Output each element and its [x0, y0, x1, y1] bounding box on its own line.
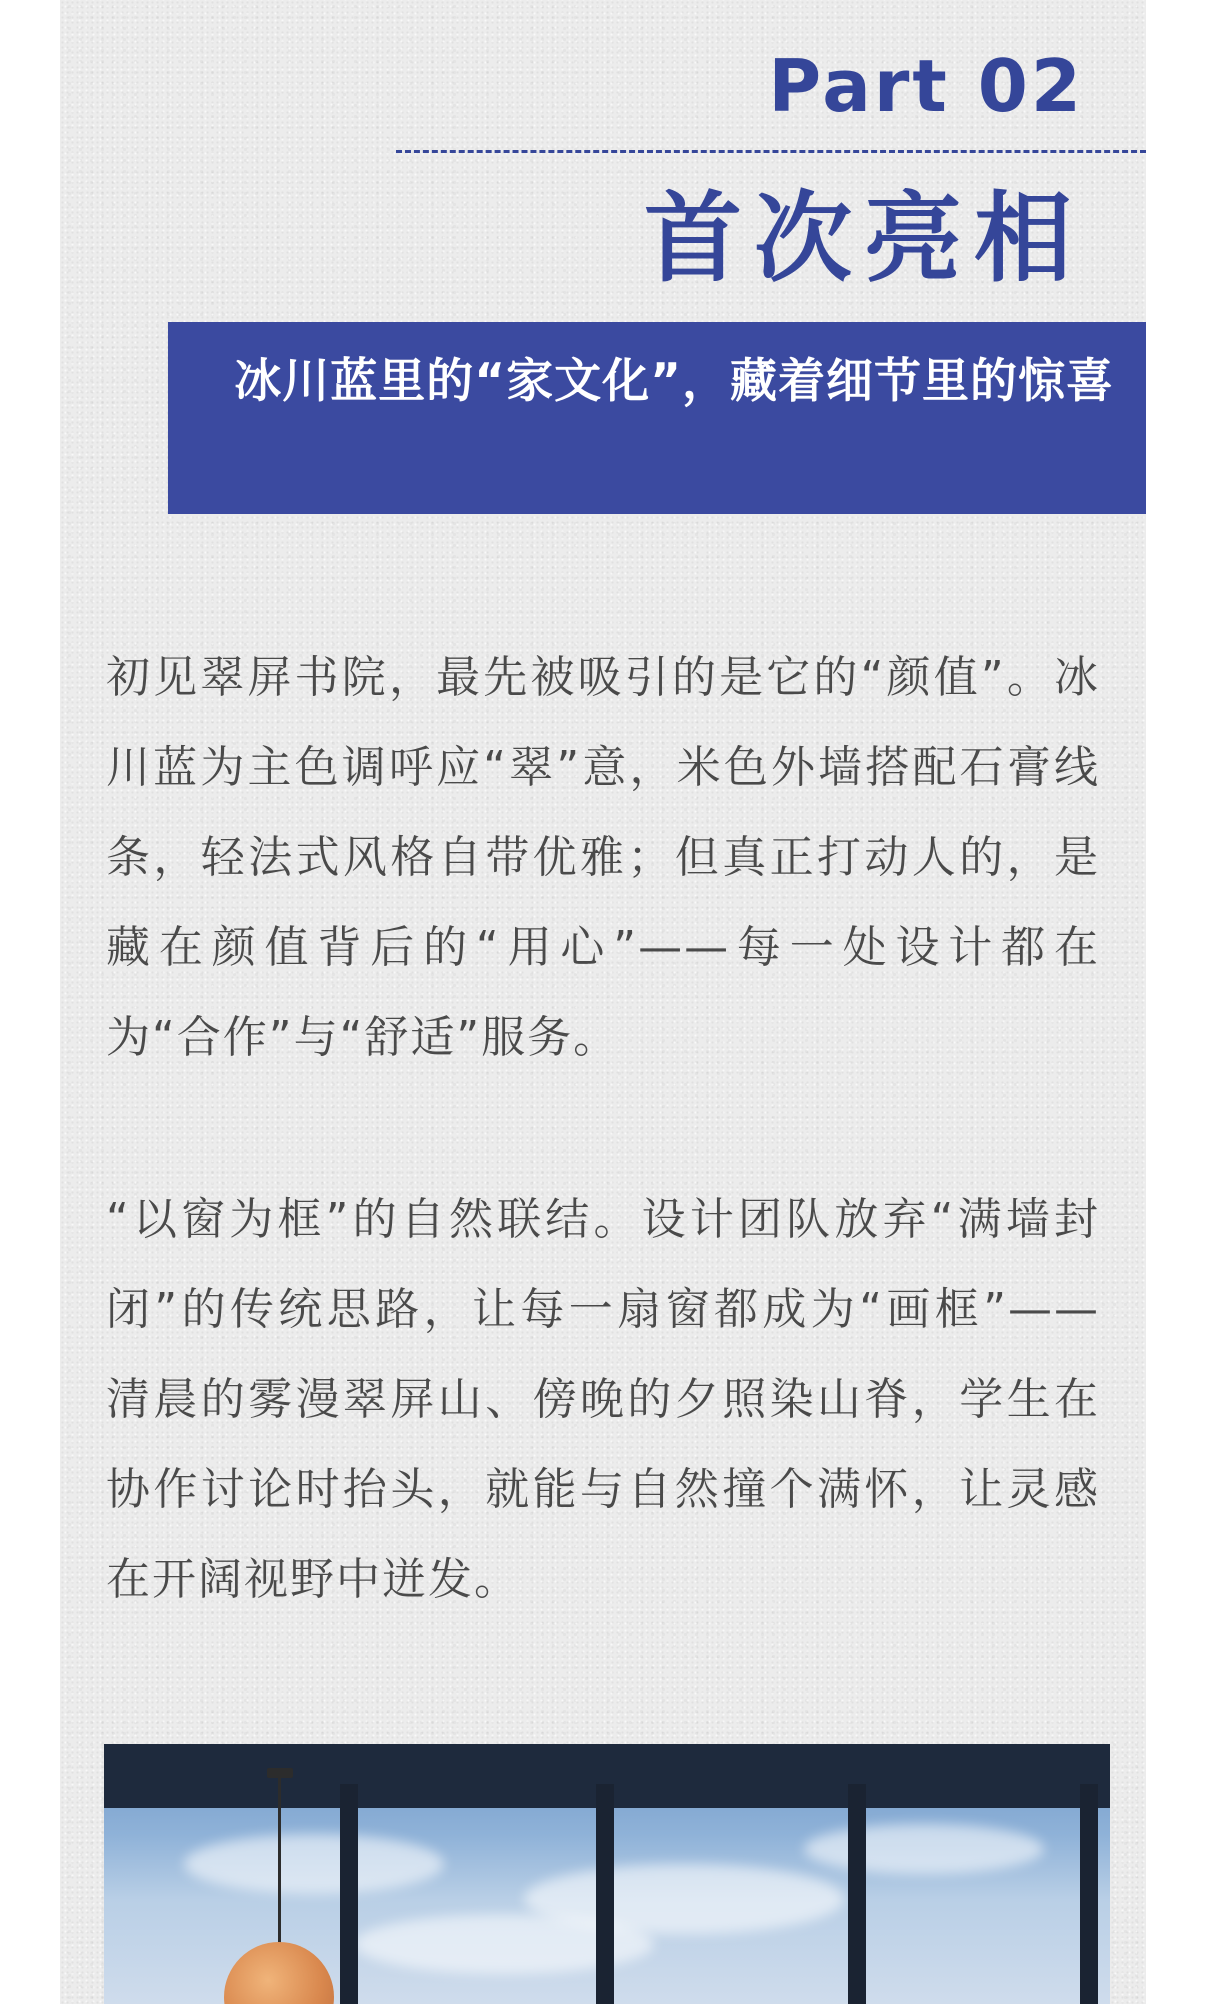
part-label: Part 02 — [768, 44, 1084, 128]
pendant-lamp — [224, 1942, 334, 2004]
section-title: 首次亮相 — [643, 182, 1084, 296]
cloud — [184, 1834, 444, 1894]
subtitle-text: 冰川蓝里的“家文化”，藏着细节里的惊喜 — [234, 354, 1114, 409]
paragraph-2: “以窗为框”的自然联结。设计团队放弃“满墙封闭”的传统思路，让每一扇窗都成为“画框”——清晨的雾漫翠屏山、傍晚的夕照染山脊，学生在协作讨论时抬头，就能与自然撞个满怀，让灵感在开阔视野中迸发。 — [106, 1194, 1100, 1605]
window-mullion — [1080, 1784, 1098, 2004]
dashed-divider — [396, 150, 1146, 153]
subtitle-banner — [168, 322, 1146, 514]
window-mullion — [340, 1784, 358, 2004]
lamp-cord — [278, 1768, 281, 1946]
window-photo — [104, 1744, 1110, 2004]
window-mullion — [848, 1784, 866, 2004]
window-mullion — [596, 1784, 614, 2004]
cloud — [804, 1824, 1044, 1874]
paragraph-1: 初见翠屏书院，最先被吸引的是它的“颜值”。冰川蓝为主色调呼应“翠”意，米色外墙搭配石膏线条，轻法式风格自带优雅；但真正打动人的，是藏在颜值背后的“用心”——每一处设计都在为“合作”与“舒适”服务。 — [106, 652, 1100, 1063]
